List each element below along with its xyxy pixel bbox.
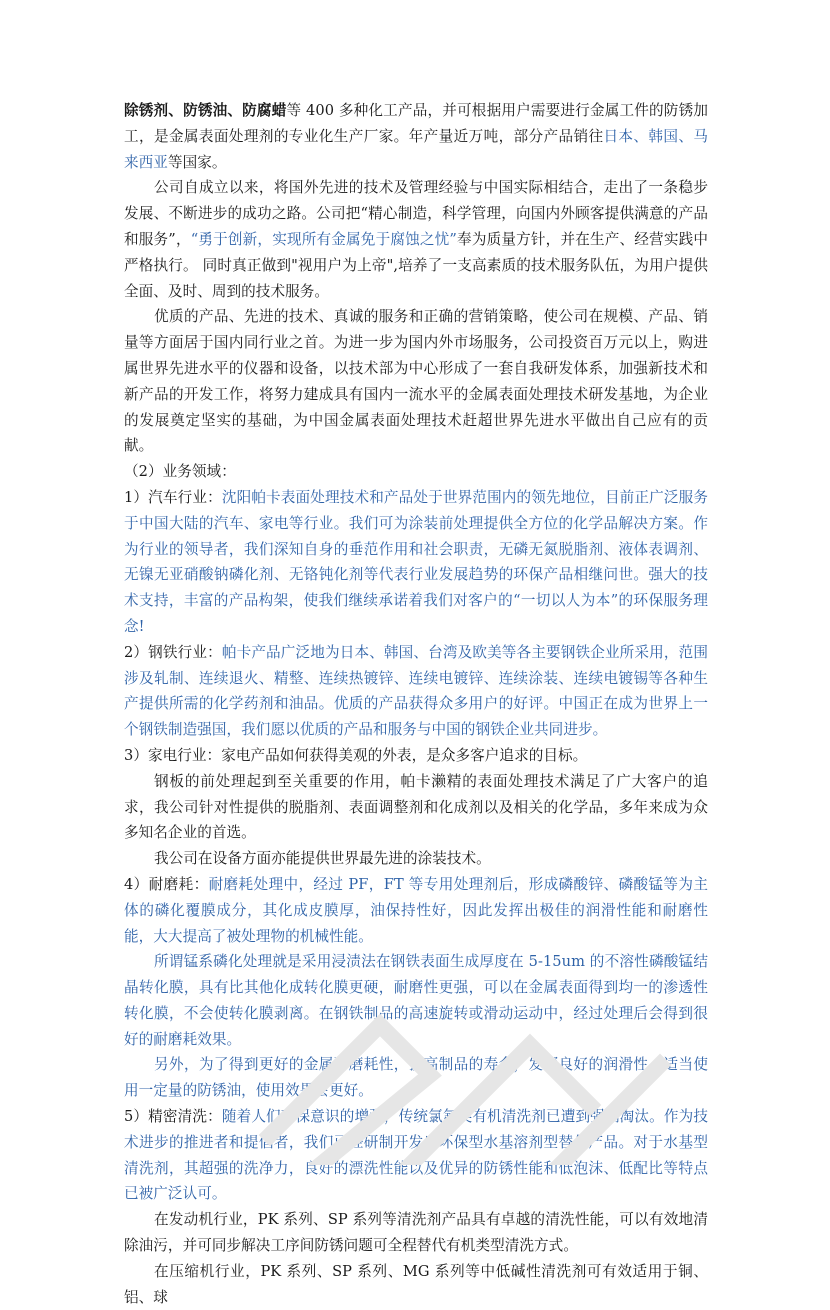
appliance-industry-paragraph	[124, 743, 708, 769]
intro-paragraph	[124, 98, 708, 175]
steel-industry-text: 帕卡产品广泛地为日本、韩国、台湾及欧美等各主要钢铁企业所采用，范围涉及轧制、连续退火、精整、连续热镀锌、连续电镀锌、连续涂装、连续电镀锡等各种生产提供所需的化学药剂和油品。优质的产品获得众多用户的好评。中国正在成为世界上一个钢铁制造强国，我们愿以优质的产品和服务与中国的钢铁企业共同进步。	[124, 643, 709, 739]
cleaning-paragraph-2: 在压缩机行业，PK 系列、SP 系列、MG 系列等中低碱性清洗剂可有效适用于铜、铝、球	[124, 1262, 708, 1306]
auto-industry-text: 沈阳帕卡表面处理技术和产品处于世界范围内的领先地位，目前正广泛服务于中国大陆的汽车、家电等行业。我们可为涂装前处理提供全方位的化学品解决方案。作为行业的领导者，我们深知自身的垂范作用和社会职责，无磷无氮脱脂剂、液体表调剂、无镍无亚硝酸钠磷化剂、无铬钝化剂等代表行业发展趋势的环保产品相继问世。强大的技术支持，丰富的产品构架，使我们继续承诺着我们对客户的“一切以人为本”的环保服务理念!	[124, 488, 709, 635]
intro-text: 等 400 多种化工产品，并可根据用户需要进行金属工件的防锈加工，是金属表面处理剂的专业化生产厂家。年产量近万吨，部分产品销往	[124, 102, 708, 145]
cleaning-paragraph-1: 在发动机行业，PK 系列、SP 系列等清洗剂产品具有卓越的清洗性能，可以有效地清除油污，并可同步解决工序间防锈问题可全程替代有机类型清洗方式。	[124, 1211, 708, 1255]
intro-bold-prefix: 除锈剂、防锈油、防腐蜡	[124, 102, 287, 119]
steel-industry-label: 2）钢铁行业：	[124, 643, 222, 661]
quality-paragraph: 优质的产品、先进的技术、真诚的服务和正确的营销策略，使公司在规模、产品、销量等方面居于国内同行业之首。为进一步为国内外市场服务，公司投资百万元以上，购进属世界先进水平的仪器和设备，以技术部为中心形成了一套自我研发体系，加强新技术和新产品的开发工作，将努力建成具有国内一流水平的金属表面处理技术研发基地，为企业的发展奠定坚实的基础，为中国金属表面处理技术赶超世界先进水平做出自己应有的贡献。	[124, 308, 708, 455]
wear-paragraph-1: 所谓锰系磷化处理就是采用浸渍法在钢铁表面生成厚度在 5-15um 的不溶性磷酸锰结晶转化膜，具有比其他化成转化膜更硬，耐磨性更强，可以在金属表面得到均一的渗透性转化膜，不会使转化膜剥离。在钢铁制品的高速旋转或滑动运动中，经过处理后会得到很好的耐磨耗效果。	[124, 953, 708, 1048]
appliance-industry-text: 家电产品如何获得美观的外表，是众多客户追求的目标。	[221, 746, 588, 764]
wear-resistance-text: 耐磨耗处理中，经过 PF，FT 等专用处理剂后，形成磷酸锌、磷酸锰等为主体的磷化覆膜成分，其化成皮膜厚，油保持性好，因此发挥出极佳的润滑性能和耐磨性能，大大提高了被处理物的机械性能。	[124, 875, 708, 945]
wear-paragraph-2: 另外，为了得到更好的金属耐磨耗性，提高制品的寿命，发挥良好的润滑性，适当使用一定量的防锈油，使用效果会更好。	[124, 1056, 708, 1100]
appliance-paragraph-2: 我公司在设备方面亦能提供世界最先进的涂装技术。	[154, 850, 491, 868]
history-text-end: 奉为质量方针，并在生产、经营实践中严格执行。 同时真正做到"视用户为上帝",培养了一支高素质的技术服务队伍，为用户提供全面、及时、周到的技术服务。	[124, 230, 709, 300]
document-body	[124, 98, 708, 1310]
precision-cleaning-label: 5）精密清洗：	[124, 1108, 222, 1126]
intro-text-end: 等国家。	[167, 153, 227, 171]
precision-cleaning-paragraph	[124, 1104, 708, 1207]
history-text: 公司自成立以来，将国外先进的技术及管理经验与中国实际相结合，走出了一条稳步发展、不断进步的成功之路。公司把“精心制造，科学管理，向国内外顾客提供满意的产品和服务”，	[124, 179, 708, 248]
appliance-industry-label: 3）家电行业：	[124, 746, 222, 764]
section-heading: （2）业务领域：	[124, 463, 236, 481]
intro-countries: 日本、韩国、马来西亚	[124, 127, 708, 171]
wear-resistance-label: 4）耐磨耗：	[124, 875, 209, 893]
history-paragraph	[124, 175, 708, 304]
wear-resistance-paragraph	[124, 872, 708, 949]
appliance-paragraph-1: 钢板的前处理起到至关重要的作用，帕卡濑精的表面处理技术满足了广大客户的追求，我公司针对性提供的脱脂剂、表面调整剂和化成剂以及相关的化学品，多年来成为众多知名企业的首选。	[124, 772, 708, 842]
quality-policy: “勇于创新，实现所有金属免于腐蚀之忧”	[190, 230, 457, 248]
steel-industry-paragraph	[124, 640, 708, 743]
precision-cleaning-text: 随着人们环保意识的增强，传统氯氟类有机清洗剂已遭到强制淘汰。作为技术进步的推进者和提倡者，我们已经研制开发出环保型水基溶剂型替代产品。对于水基型清洗剂，其超强的洗净力，良好的漂洗性能以及优异的防锈性能和低泡沫、低配比等特点已被广泛认可。	[124, 1108, 709, 1203]
auto-industry-label: 1）汽车行业：	[124, 488, 222, 506]
auto-industry-paragraph	[124, 485, 708, 640]
